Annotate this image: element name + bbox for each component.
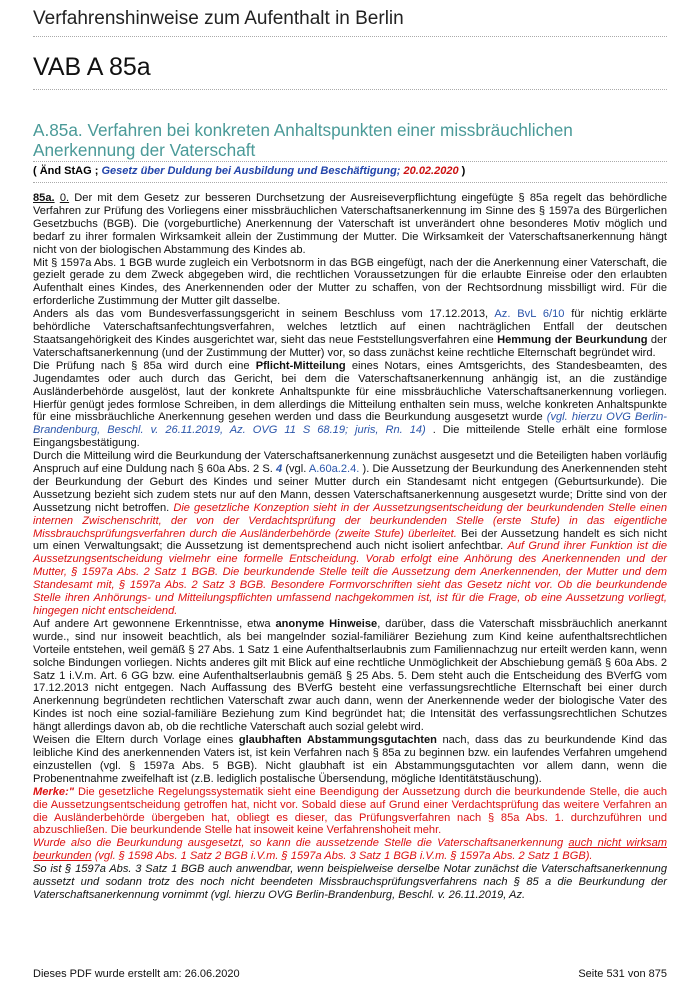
- section-id: VAB A 85a: [33, 53, 151, 81]
- divider: [33, 89, 667, 90]
- paragraph-text: nach, dass das zu beurkundende Kind das leibliche Kind des anerkennenden Vaters ist, ist kein Verfahren nach § 85a zu beginnen bzw. ein laufendes Verfahren umgehend einzustellen (vgl. § 1597a Abs. 5 BGB). Nicht glaubhaft ist ein Abstammungsgutachten vor allem dann, wenn die Probenentnahme zweifelhaft ist (z.B. lediglich postalische Übersendung, mögliche Identitätstäuschung).: [33, 734, 667, 785]
- paragraph-text: Die Prüfung nach § 85a wird durch eine: [33, 359, 256, 372]
- subparagraph-number: 0.: [59, 192, 70, 204]
- paragraph: [33, 786, 667, 838]
- divider: [33, 182, 667, 183]
- divider: [33, 161, 667, 162]
- citation-link[interactable]: (vgl. hierzu OVG Berlin-Brandenburg, Beschl. v. 26.11.2019, Az. OVG 11 S 68.19; juris, Rn. 14): [33, 411, 667, 437]
- paragraph-text: Weisen die Eltern durch Vorlage eines: [33, 734, 239, 747]
- paragraph: [33, 192, 667, 257]
- paragraph: [33, 734, 667, 786]
- note-text: Die gesetzliche Regelungssystematik sieht eine Beendigung der Aussetzung durch die beurkundende Stelle, die auch die Aussetzungsentscheidung getroffen hat, nicht vor. Sobald diese auf Grund einer Verdachtsprüfung das weitere Verfahren an die Ausländerbehörde übergeben hat, obliegt es dieser, das Prüfungsverfahren nach § 85a Abs. 1. durchzuführen und abzuschließen. Die beurkundende Stelle hat insoweit keine Verfahrenshoheit mehr.: [33, 785, 667, 837]
- paragraph: [33, 618, 667, 734]
- change-note: [33, 165, 465, 177]
- paragraph-text: für nichtig erklärte behördliche Vaterschaftsanfechtungsverfahren, welches letztlich auf einen nachträglichen Entfall der deutschen Staatsangehörigkeit des Kindes ausgerichtet war, sieht das neue Feststellungsverfahren eine: [33, 308, 667, 346]
- bold-term: Pflicht-Mitteilung: [255, 359, 346, 372]
- note-label: Merke:": [33, 785, 75, 798]
- paragraph: [33, 308, 667, 360]
- bold-term: glaubhaften Abstammungsgutachten: [238, 734, 437, 747]
- paragraph-text: (vgl. § 1598 Abs. 1 Satz 2 BGB i.V.m. § 1597a Abs. 3 Satz 1 BGB i.V.m. § 1597a Abs. 2 Satz 1 BGB).: [91, 850, 593, 863]
- amended-text: Die gesetzliche Konzeption sieht in der Aussetzungsentscheidung der beurkundenden Stelle einen internen Zwischenschritt, der von der Verdachtsprüfung der beurkundenden Stelle (erste Stufe) in das eigentliche Missbrauchsprüfungsverfahren durch die Ausländerbehörde (zweite Stufe) überleitet.: [33, 501, 667, 540]
- section-heading: A.85a. Verfahren bei konkreten Anhaltspunkten einer missbräuchlichen Anerkennung der Vaterschaft: [33, 120, 573, 160]
- paragraph-text: , darüber, dass die Vaterschaft missbräuchlich anerkannt wurde., sind nur insoweit beachtlich, als bei mangelnder sozial-familiärer Beziehung zum Kind keine aufenthaltsrechtlichen Vorteile entstehen, weil gemäß § 27 Abs. 1 Satz 1 eine Aufenthaltserlaubnis zum Familiennachzug nur erteilt werden kann, wenn solche Bindungen vorliegen. Nichts anderes gilt mit Blick auf eine rechtliche Unmöglichkeit der Abschiebung gemäß § 60a Abs. 2 Satz 1 i.V.m. Art. 6 GG bzw. eine Aufenthaltserlaubnis gemäß § 25 Abs. 5. Dem steht auch die Entscheidung des BVerfG vom 17.12.2013 nicht entgegen. Nach Auffassung des BVerfG besteht eine verfassungsrechtliche Elternschaft bei einer durch Anerkennung begründeten rechtlichen Vaterschaft zwar auch dann, wenn der Anerkennende weder der biologische Vater des Kindes ist noch eine sozial-familiäre Beziehung zum Kind begründet hat; die Intensität des verfassungsrechtlichen Schutzes hängt allerdings davon ab, ob die rechtliche Vaterschaft auch sozial gelebt wird.: [33, 617, 667, 734]
- paragraph: Mit § 1597a Abs. 1 BGB wurde zugleich ein Verbotsnorm in das BGB eingefügt, nach der die Anerkennung einer Vaterschaft, die gezielt gerade zu dem Zweck abgegeben wird, die rechtlichen Voraussetzungen für die erlaubte Einreise oder den erlaubten Aufenthalt eines Kindes, des Anerkennenden oder der Mutter zu schaffen, von der Rechtsordnung missbilligt wird. Für die erforderliche Zustimmung der Mutter gilt dasselbe.: [33, 256, 667, 308]
- paragraph: So ist § 1597a Abs. 3 Satz 1 BGB auch anwendbar, wenn beispielweise derselbe Notar zunächst die Vaterschaftsanerkennung aussetzt und sodann trotz des noch nicht beendeten Missbrauchsprüfungsverfahrens nach § 85 a die Beurkundung der Vaterschaftsanerkennung vornimmt (vgl. hierzu OVG Berlin-Brandenburg, Beschl. v. 26.11.2019, Az.: [33, 863, 667, 901]
- paragraph-text: Der mit dem Gesetz zur besseren Durchsetzung der Ausreiseverpflichtung eingefügte § 85a regelt das behördliche Verfahren zur Prüfung des Vorliegens einer missbräuchlichen Vaterschaftsanerkennung im Sinne des § 1597a des Bürgerlichen Gesetzbuchs (BGB). Die (vorgeburtliche) Anerkennung der Vaterschaft ist unverändert ohne besonderes Motiv möglich und bedarf zu ihrer formalen Wirksamkeit allein der Zustimmung der Mutter. Die Wirksamkeit der Vaterschaftsanerkennung hängt nicht von der biologischen Abstammung des Kindes ab.: [33, 192, 667, 256]
- paragraph-text: ). Die Aussetzung der Beurkundung des Anerkennenden steht der Beurkundung der Geburt des Kindes und seiner Mutter durch ein Standesamt nicht entgegen (Geburtsurkunde). Die Aussetzung bezieht sich zudem stets nur auf den Mann, dessen Vaterschaftsanerkennung ausgesetzt wurde; Dritte sind von der Aussetzung nicht betroffen.: [33, 463, 668, 514]
- paragraph-text: Auf andere Art gewonnene Erkenntnisse, etwa: [33, 617, 276, 630]
- paragraph: [33, 450, 667, 618]
- amended-text: Auf Grund ihrer Funktion ist die Aussetzungsentscheidung vielmehr eine formelle Entscheidung. Vorab erfolgt eine Anhörung des Anerkennenden und der Mutter, § 1597a Abs. 2 Satz 1 BGB. Die beurkundende Stelle teilt die Aussetzung dem Anerkennenden, der Mutter und dem Standesamt mit, § 1597a Abs. 2 Satz 3 BGB. Besondere Formvorschriften sieht das Gesetz nicht vor. Ob die beurkundende Stelle ihren Anhörungs- und Mitteilungspflichten umfassend nachgekommen ist, ist für die Frage, ob eine Aussetzung vorliegt, hingegen nicht entscheidend.: [33, 540, 667, 617]
- document-body: [33, 192, 667, 902]
- paragraph-text: (vgl.: [282, 463, 309, 476]
- change-suffix: ): [458, 165, 466, 177]
- paragraph-text: der Vaterschaftsanerkennung (und der Zustimmung der Mutter) vor, so dass zunächst keine rechtliche Elternschaft begründet wird.: [33, 333, 667, 359]
- divider: [33, 36, 667, 37]
- sentence-number: 4: [276, 463, 283, 476]
- paragraph-text: . Die mitteilende Stelle erhält eine formlose Eingangsbestätigung.: [33, 424, 668, 450]
- paragraph: [33, 837, 667, 863]
- paragraph-text: Durch die Mitteilung wird die Beurkundung der Vaterschaftsanerkennung zunächst ausgesetzt und die Beteiligten haben vorläufig Anspruch auf eine Duldung nach § 60a Abs. 2 S.: [33, 450, 667, 476]
- footer-created-date: Dieses PDF wurde erstellt am: 26.06.2020: [33, 968, 240, 980]
- paragraph-text: Anders als das vom Bundesverfassungsgericht in seinem Beschluss vom 17.12.2013,: [33, 308, 495, 321]
- paragraph-number: 85a.: [33, 192, 55, 204]
- change-date: 20.02.2020: [400, 165, 459, 177]
- paragraph-text: Bei der Aussetzung handelt es sich nicht um einen Verwaltungsakt; die Aussetzung ist dementsprechend auch nicht isoliert anfechtbar.: [33, 527, 667, 553]
- footer-page-number: Seite 531 von 875: [578, 968, 667, 980]
- change-prefix: ( Änd StAG ;: [33, 165, 102, 177]
- underlined-text: auch nicht wirksam beurkunden: [33, 837, 667, 863]
- paragraph-text: Wurde also die Beurkundung ausgesetzt, so kann die aussetzende Stelle die Vaterschaftsanerkennung: [33, 837, 569, 850]
- case-link[interactable]: Az. BvL 6/10: [494, 308, 565, 321]
- document-title: Verfahrenshinweise zum Aufenthalt in Berlin: [33, 8, 404, 29]
- bold-term: Hemmung der Beurkundung: [497, 333, 648, 346]
- cross-reference-link[interactable]: A.60a.2.4.: [308, 463, 360, 476]
- bold-term: anonyme Hinweise: [275, 617, 378, 630]
- change-law-link[interactable]: Gesetz über Duldung bei Ausbildung und Beschäftigung;: [101, 165, 401, 177]
- paragraph: [33, 360, 667, 450]
- paragraph-text: eines Notars, eines Amtsgerichts, des Standesbeamten, des Jugendamtes oder auch durch das Gericht, bei dem die Vaterschaftsanerkennung anhängig ist, an die zuständige Ausländerbehörde ausgelöst, laut der konkrete Anhaltspunkte für eine missbräuchliche Vaterschaftsanerkennung vorliegen. Hierfür genügt jedes formlose Schreiben, in dem allerdings die Mitteilung enthalten sein muss, welche konkreten Anhaltspunkte für eine missbräuchliche Anerkennung gesehen werden und dass die Beurkundung ausgesetzt wurde: [33, 359, 667, 424]
